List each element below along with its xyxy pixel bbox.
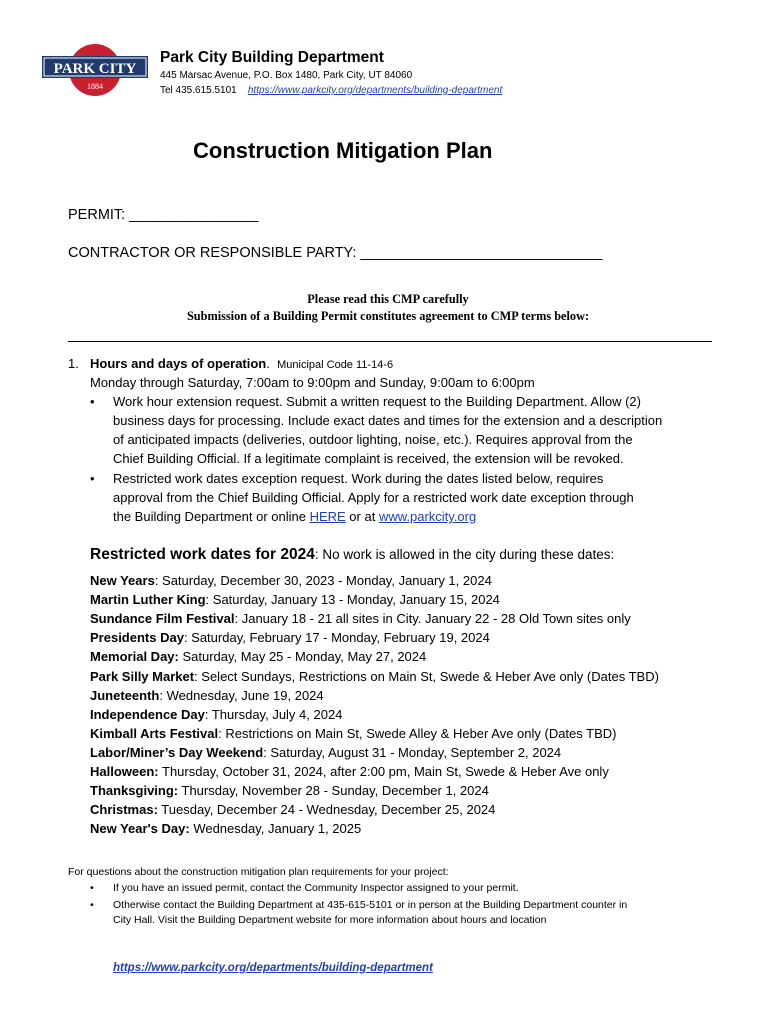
restricted-date-name: Thanksgiving:	[90, 783, 179, 799]
contractor-field: CONTRACTOR OR RESPONSIBLE PARTY: ______________________________	[68, 245, 603, 261]
restricted-date-name: Martin Luther King	[90, 592, 206, 608]
restricted-heading-rest: : No work is allowed in the city during these dates:	[314, 547, 615, 562]
restricted-date-item	[90, 707, 342, 722]
restricted-date-name: Halloween:	[90, 764, 159, 779]
restricted-date-name: Juneteenth	[90, 687, 160, 703]
restricted-date-item	[90, 764, 609, 779]
park-city-logo	[42, 42, 148, 98]
restricted-date-item	[90, 573, 492, 588]
municipal-code: Municipal Code 11-14-6	[277, 359, 394, 371]
bullet-icon: •	[90, 899, 94, 911]
restricted-date-detail: : Wednesday, June 19, 2024	[159, 687, 324, 703]
bullet2-line-3-prefix: the Building Department or online	[113, 509, 310, 524]
restricted-date-name: Memorial Day:	[90, 649, 179, 665]
bullet-icon: •	[90, 471, 95, 486]
permit-field: PERMIT: ________________	[68, 207, 259, 223]
restricted-date-item	[90, 726, 617, 741]
department-contact	[160, 85, 502, 96]
restricted-date-item	[90, 821, 361, 836]
parkcity-site-link[interactable]: www.parkcity.org	[378, 509, 477, 524]
restricted-dates-heading	[90, 546, 614, 564]
restricted-date-item	[90, 611, 631, 626]
footer-bullet-2-line-2: City Hall. Visit the Building Department website for more information about hours and location	[113, 914, 547, 926]
bullet-icon: •	[90, 882, 94, 894]
restricted-date-name: Park Silly Market	[90, 668, 195, 684]
bullet2-line-1: Restricted work dates exception request. Work during the dates listed below, requires	[113, 471, 604, 486]
restricted-date-detail: : Saturday, February 17 - Monday, February 19, 2024	[183, 630, 490, 646]
restricted-date-name: Kimball Arts Festival	[90, 725, 219, 741]
department-phone: Tel 435.615.5101	[160, 85, 237, 96]
restricted-date-item	[90, 688, 324, 703]
here-link[interactable]: HERE	[309, 509, 346, 524]
restricted-date-detail: Wednesday, January 1, 2025	[189, 821, 362, 837]
restricted-date-detail: Thursday, November 28 - Sunday, December 1, 2024	[178, 783, 489, 799]
footer-bullet-2-line-1: Otherwise contact the Building Department at 435-615-5101 or in person at the Building Department counter in	[113, 899, 628, 911]
restricted-date-name: Presidents Day	[90, 630, 184, 646]
department-title: Park City Building Department	[160, 49, 384, 66]
bullet2-line-2: approval from the Chief Building Official. Apply for a restricted work date exception through	[113, 490, 634, 505]
restricted-date-name: Independence Day	[90, 706, 205, 722]
bullet1-line-4: Chief Building Official. If a legitimate complaint is received, the extension will be revoked.	[113, 451, 624, 466]
restricted-date-item	[90, 592, 500, 607]
restricted-date-name: Sundance Film Festival	[90, 611, 235, 627]
section-heading-suffix: .	[266, 356, 270, 371]
restricted-date-detail: Tuesday, December 24 - Wednesday, December 25, 2024	[157, 802, 496, 818]
building-department-link[interactable]: https://www.parkcity.org/departments/building-department	[113, 962, 433, 974]
restricted-date-detail: Saturday, May 25 - Monday, May 27, 2024	[178, 649, 427, 665]
restricted-date-name: Christmas:	[90, 802, 158, 818]
restricted-date-detail: : Saturday, December 30, 2023 - Monday, January 1, 2024	[154, 573, 492, 588]
bullet1-line-3: of anticipated impacts (deliveries, outdoor lighting, noise, etc.). Requires approval from the	[113, 432, 633, 447]
restricted-date-detail: : Restrictions on Main St, Swede Alley & Heber Ave only (Dates TBD)	[218, 725, 617, 741]
restricted-date-item	[90, 649, 426, 664]
department-address: 445 Marsac Avenue, P.O. Box 1480, Park City, UT 84060	[160, 70, 413, 81]
divider	[68, 341, 712, 342]
restricted-date-item	[90, 745, 561, 760]
notice-line-2: Submission of a Building Permit constitutes agreement to CMP terms below:	[186, 309, 590, 323]
section-number: 1.	[68, 356, 79, 371]
department-url-link[interactable]: https://www.parkcity.org/departments/building-department	[247, 85, 503, 96]
restricted-date-item	[90, 669, 659, 684]
restricted-date-detail: : Thursday, July 4, 2024	[204, 706, 343, 722]
restricted-heading-text: Restricted work dates for 2024	[90, 546, 315, 563]
link-separator: or at	[345, 509, 379, 524]
restricted-date-detail: : Saturday, January 13 - Monday, January 15, 2024	[205, 592, 500, 608]
restricted-date-item	[90, 783, 489, 798]
operating-hours: Monday through Saturday, 7:00am to 9:00pm and Sunday, 9:00am to 6:00pm	[90, 375, 535, 390]
bullet1-line-1: Work hour extension request. Submit a written request to the Building Department. Allow (2)	[113, 394, 641, 409]
notice-line-1: Please read this CMP carefully	[307, 292, 469, 306]
document-title: Construction Mitigation Plan	[193, 138, 493, 163]
restricted-date-detail: : Select Sundays, Restrictions on Main St, Swede & Heber Ave only (Dates TBD)	[194, 668, 659, 684]
section-heading	[90, 356, 393, 371]
restricted-date-detail: Thursday, October 31, 2024, after 2:00 pm, Main St, Swede & Heber Ave only	[158, 764, 609, 779]
footer-intro: For questions about the construction mitigation plan requirements for your project:	[68, 866, 449, 878]
restricted-date-item	[90, 630, 490, 645]
restricted-date-detail: : January 18 - 21 all sites in City. January 22 - 28 Old Town sites only	[234, 611, 631, 627]
footer-bullet-1: If you have an issued permit, contact the Community Inspector assigned to your permit.	[113, 882, 519, 894]
restricted-date-name: New Year's Day:	[90, 821, 190, 837]
restricted-date-item	[90, 802, 495, 817]
restricted-date-detail: : Saturday, August 31 - Monday, September 2, 2024	[263, 744, 562, 760]
logo-text: PARK CITY	[53, 61, 137, 77]
logo-year: 1884	[87, 82, 103, 91]
bullet1-line-2: business days for processing. Include exact dates and times for the extension and a description	[113, 413, 663, 428]
section-heading-text: Hours and days of operation	[90, 356, 267, 371]
restricted-date-name: New Years	[90, 573, 155, 588]
bullet-icon: •	[90, 394, 95, 409]
bullet2-line-3	[113, 509, 476, 524]
restricted-date-name: Labor/Miner’s Day Weekend	[90, 744, 264, 760]
